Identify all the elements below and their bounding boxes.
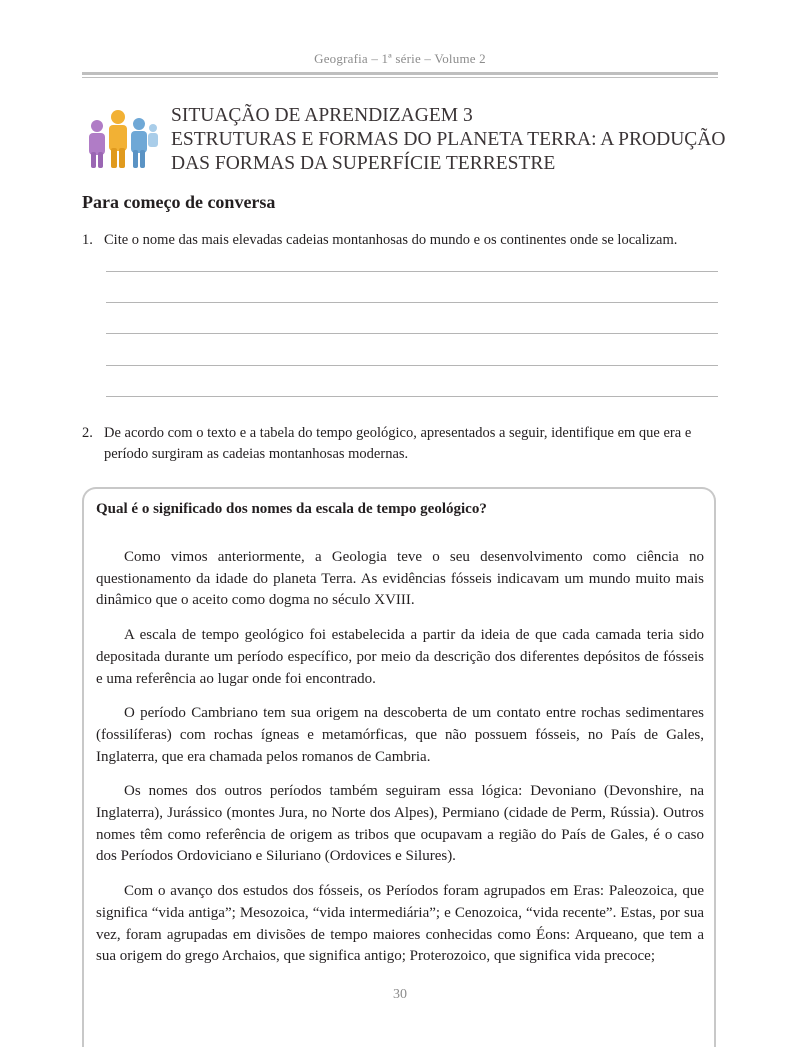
paragraph: Como vimos anteriormente, a Geologia teve o seu desenvolvimento como ciência no questionamento da idade do planeta Terra. As evidências fósseis indicavam um mundo muito mais dinâmico que o aceito como dogma no século XVIII.	[96, 549, 704, 609]
header-rule	[82, 72, 718, 75]
paragraph: Com o avanço dos estudos dos fósseis, os Períodos foram agrupados em Eras: Paleozoica, que significa “vida antiga”; Mesozoica, “vida intermediária”; e Cenozoica, “vida recente”. Estas, por sua vez, foram agrupadas em divisões de tempo maiores conhecidas como Éons: Arqueano, que tem a sua origem do grego Archaios, que significa antigo; Proterozoico, que significa vida precoce;	[96, 883, 704, 965]
question-2	[82, 423, 722, 465]
title-line-1: SITUAÇÃO DE APRENDIZAGEM 3	[171, 105, 473, 126]
page-number: 30	[393, 987, 407, 1002]
question-text: De acordo com o texto e a tabela do tempo geológico, apresentados a seguir, identifique em que era e período surgiram as cadeias montanhosas modernas.	[104, 425, 692, 462]
lesson-title	[171, 104, 731, 176]
question-number: 2.	[82, 425, 93, 441]
question-1	[82, 230, 722, 251]
section-heading: Para começo de conversa	[82, 192, 276, 212]
paragraph: A escala de tempo geológico foi estabelecida a partir da ideia de que cada camada teria sido depositada durante um período específico, por meio da descrição dos diferentes depósitos de fósseis e uma referência ao lugar onde foi encontrado.	[96, 627, 704, 687]
answer-line[interactable]	[106, 271, 718, 272]
answer-line[interactable]	[106, 333, 718, 334]
running-header: Geografia – 1ª série – Volume 2	[314, 51, 486, 66]
reading-box-body	[96, 547, 704, 981]
question-number: 1.	[82, 232, 93, 248]
paragraph: Os nomes dos outros períodos também seguiram essa lógica: Devoniano (Devonshire, na Inglaterra), Jurássico (montes Jura, no Norte dos Alpes), Permiano (cidade de Perm, Rússia). Outros nomes têm como referência de origem as tribos que ocupavam a região do País de Gales, é o caso dos Períodos Ordoviciano e Siluriano (Ordovices e Silures).	[96, 783, 704, 865]
title-line-2: ESTRUTURAS E FORMAS DO PLANETA TERRA: A PRODUÇÃO	[171, 129, 726, 150]
title-line-3: DAS FORMAS DA SUPERFÍCIE TERRESTRE	[171, 153, 556, 174]
paragraph: O período Cambriano tem sua origem na descoberta de um contato entre rochas sedimentares (fossilíferas) com rochas ígneas e metamórficas, que não possuem fósseis, no País de Gales, Inglaterra, que era chamada pelos romanos de Cambria.	[96, 705, 704, 765]
answer-line[interactable]	[106, 365, 718, 366]
people-group-icon	[84, 108, 160, 170]
reading-box-title: Qual é o significado dos nomes da escala de tempo geológico?	[96, 501, 487, 517]
answer-line[interactable]	[106, 302, 718, 303]
header-rule-thin	[82, 77, 718, 78]
answer-line[interactable]	[106, 396, 718, 397]
question-text: Cite o nome das mais elevadas cadeias montanhosas do mundo e os continentes onde se localizam.	[104, 232, 678, 248]
